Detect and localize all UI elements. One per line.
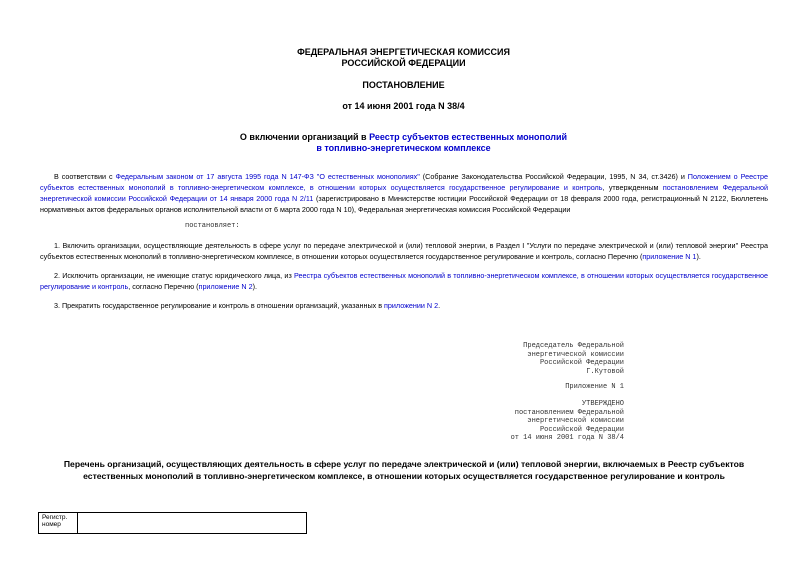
doc-title-prefix: О включении организаций в [239,132,370,142]
approval-block: УТВЕРЖДЕНО постановлением Федеральной энергетической комиссии Российской Федерации от 14 июня 2001 года N 38/4 [510,400,624,443]
item-3: 3. Прекратить государственное регулирование и контроль в отношении организаций, указанных в приложении N 2. [54,301,441,310]
signature-block: Председатель Федеральной энергетической комиссии Российской Федерации Г.Кутовой [523,342,624,376]
doc-title-line2 [0,143,807,153]
appendix-2-link-item3[interactable]: приложении N 2 [384,301,439,310]
registry-table [38,512,307,534]
appendix-2-link[interactable]: приложение N 2 [198,282,253,291]
federal-law-link[interactable]: Федеральным законом от 17 августа 1995 года N 147-ФЗ "О естественных монополиях" [115,172,420,181]
registry-number-header: Регистр. номер [39,513,78,534]
registry-link-title-2[interactable]: в топливно-энергетическом комплексе [316,143,491,153]
org-line1: ФЕДЕРАЛЬНАЯ ЭНЕРГЕТИЧЕСКАЯ КОМИССИЯ [297,47,510,57]
registry-regulation-link[interactable]: Положением о Реестре субъектов естественных монополий в топливно-энергетическом комплексе, в отношении которых осуществляется государственное регулирование и контроль [40,172,768,192]
doc-date: от 14 июня 2001 года N 38/4 [342,101,465,111]
org-line2: РОССИЙСКОЙ ФЕДЕРАЦИИ [341,58,466,68]
doc-title-line1 [0,132,807,142]
registry-link-item2[interactable]: Реестра субъектов естественных монополий в топливно-энергетическом комплексе, в отношении которых осуществляется государственное регулирование и контроль [40,271,769,291]
postanovlyaet-label: постановляет: [185,222,240,230]
organization-header-cell [78,513,307,534]
list-title: Перечень организаций, осуществляющих деятельность в сфере услуг по передаче электрической и (или) тепловой энергии, включаемых в Реестр субъектов естественных монополий в топливно-энергетическом комплексе, в отношении которых осуществляется государственное регулирование и контроль [63,459,745,481]
appendix-label: Приложение N 1 [565,383,624,391]
item-2: 2. Исключить организации, не имеющие статус юридического лица, из Реестра субъектов естественных монополий в топливно-энергетическом комплексе, в отношении которых осуществляется государственное регулирование и контроль, согласно Перечню (приложение N 2). [40,271,769,291]
fek-resolution-link[interactable]: постановлением Федеральной энергетической комиссии Российской Федерации от 14 января 2000 года N 2/11 [40,183,768,203]
appendix-1-link[interactable]: приложение N 1 [642,252,697,261]
table-row [39,513,307,534]
item-1: 1. Включить организации, осуществляющие деятельность в сфере услуг по передаче электрической и (или) тепловой энергии, в Раздел I "Услуги по передаче электрической и (или) тепловой энергии" Реестра субъектов естественных монополий в топливно-энергетическом комплексе, в отношении которых осуществляется государственное регулирование и контроль, согласно Перечню (приложение N 1). [40,241,768,261]
preamble-paragraph: В соответствии с Федеральным законом от 17 августа 1995 года N 147-ФЗ "О естественных монополиях" (Собрание Законодательства Российской Федерации, 1995, N 34, ст.3426) и Положением о Реестре субъектов естественных монополий в топливно-энергетическом комплексе, в отношении которых осуществляется государственное регулирование и контроль, утвержденным постановлением Федеральной энергетической комиссии Российской Федерации от 14 января 2000 года N 2/11 (зарегистрировано в Министерстве юстиции Российской Федерации от 18 февраля 2000 года, регистрационный N 2122, Бюллетень нормативных актов федеральных органов исполнительной власти от 6 марта 2000 года N 10), Федеральная энергетическая комиссия Российской Федерации [40,172,768,214]
registry-link-title[interactable]: Реестр субъектов естественных монополий [369,132,568,142]
doc-type: ПОСТАНОВЛЕНИЕ [362,80,445,90]
